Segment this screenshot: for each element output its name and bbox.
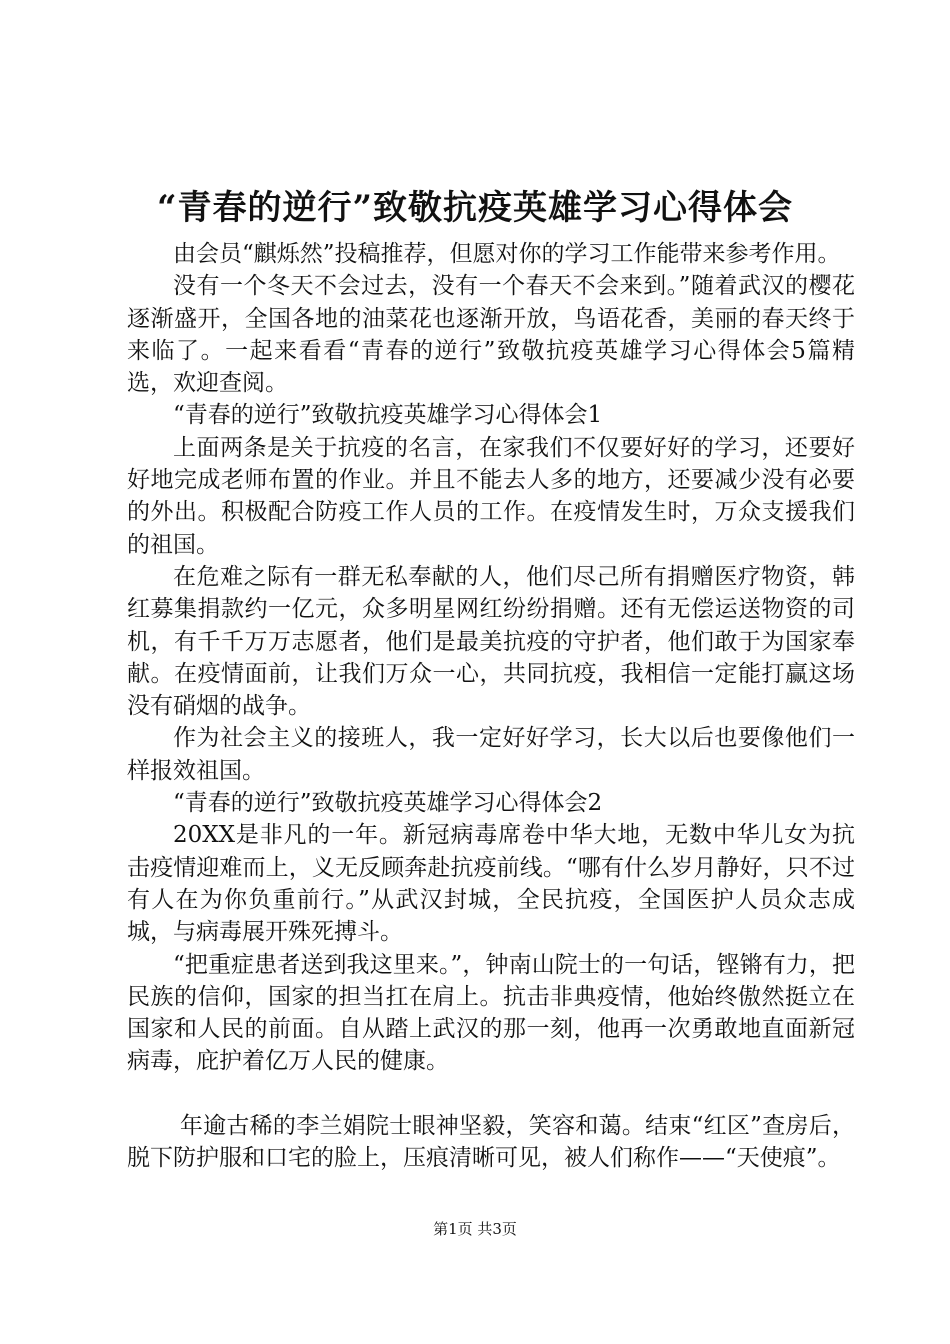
body-paragraph: 在危难之际有一群无私奉献的人，他们尽己所有捐赠医疗物资，韩红募集捐款约一亿元，众多明星网红纷纷捐赠。还有无偿运送物资的司机，有千千万万志愿者，他们是最美抗疫的守护者，他们敢于为国家奉献。在疫情面前，让我们万众一心，共同抗疫，我相信一定能打赢这场没有硝烟的战争。 [127,563,855,720]
document-title: “青春的逆行”致敬抗疫英雄学习心得体会 [156,188,794,228]
body-paragraph: 20XX是非凡的一年。新冠病毒席卷中华大地，无数中华儿女为抗击疫情迎难而上，义无反顾奔赴抗疫前线。“哪有什么岁月静好，只不过有人在为你负重前行。”从武汉封城，全民抗疫，全国医护人员众志成城，与病毒展开殊死搏斗。 [127,822,855,946]
body-paragraph: “把重症患者送到我这里来。”，钟南山院士的一句话，铿锵有力，把民族的信仰，国家的担当扛在肩上。抗击非典疫情，他始终傲然挺立在国家和人民的前面。自从踏上武汉的那一刻，他再一次勇敢地直面新冠病毒，庇护着亿万人民的健康。 [127,951,855,1075]
body-paragraph: 上面两条是关于抗疫的名言，在家我们不仅要好好的学习，还要好好地完成老师布置的作业。并且不能去人多的地方，还要减少没有必要的外出。积极配合防疫工作人员的工作。在疫情发生时，万众支援我们的祖国。 [127,434,855,558]
body-paragraph: 没有一个冬天不会过去，没有一个春天不会来到。”随着武汉的樱花逐渐盛开，全国各地的油菜花也逐渐开放，鸟语花香，美丽的春天终于来临了。一起来看看“青春的逆行”致敬抗疫英雄学习心得体会5篇精选，欢迎查阅。 [127,273,855,397]
intro-paragraph: 由会员“麒烁然”投稿推荐，但愿对你的学习工作能带来参考作用。 [173,241,841,267]
body-paragraph: 作为社会主义的接班人，我一定好好学习，长大以后也要像他们一样报效祖国。 [127,725,855,784]
section-heading-2: “青春的逆行”致敬抗疫英雄学习心得体会2 [173,790,603,817]
section-heading-1: “青春的逆行”致敬抗疫英雄学习心得体会1 [173,402,603,429]
document-body [127,238,855,1174]
body-paragraph: 年逾古稀的李兰娟院士眼神坚毅，笑容和蔼。结束“红区”查房后，脱下防护服和口宅的脸上，压痕清晰可见，被人们称作——“天使痕”。 [127,1112,855,1172]
page-number-footer: 第1页 共3页 [433,1220,517,1238]
